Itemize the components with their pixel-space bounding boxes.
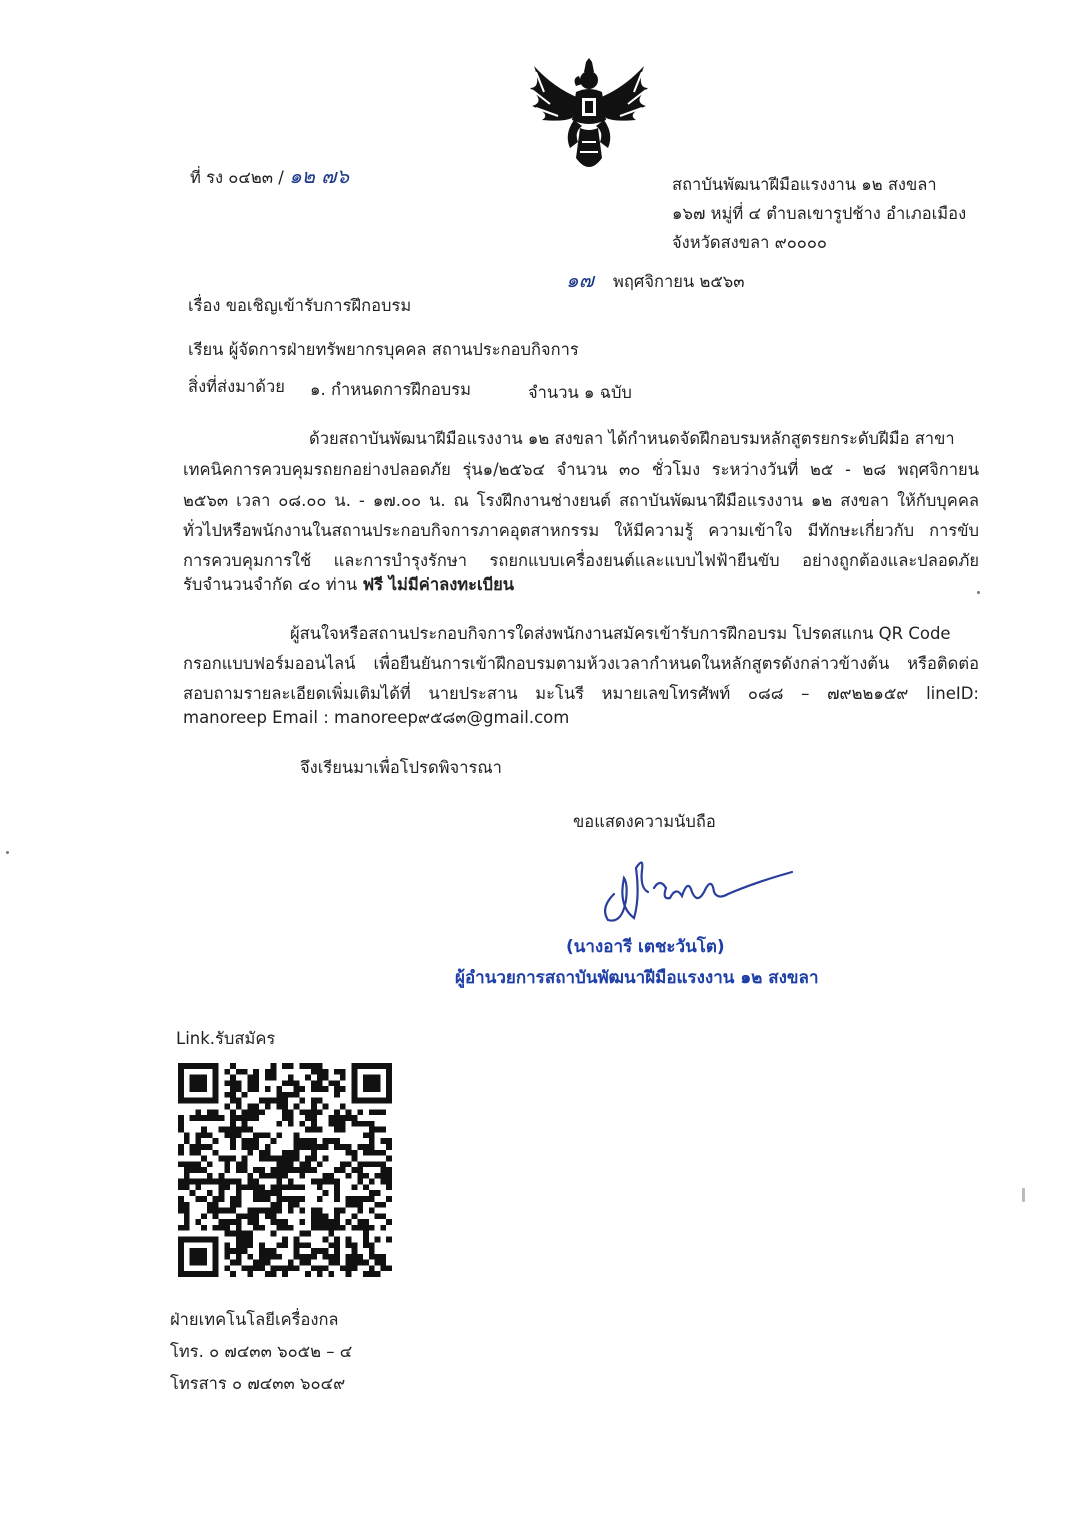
footer-contact (170, 1304, 352, 1400)
sender-line-3: จังหวัดสงขลา ๙๐๐๐๐ (672, 233, 827, 252)
subject-line: เรื่อง ขอเชิญเข้ารับการฝึกอบรม (188, 296, 412, 315)
signer-title: ผู้อำนวยการสถาบันพัฒนาฝีมือแรงงาน ๑๒ สงขลา (455, 968, 819, 988)
footer-telephone: โทร. ๐ ๗๔๓๓ ๖๐๕๒ – ๔ (170, 1342, 353, 1361)
scan-speck (1022, 1188, 1025, 1202)
sender-address (672, 170, 966, 257)
signer-name: (นางอารี เตชะวันโต) (566, 937, 725, 957)
para1-line-6 (183, 572, 979, 598)
footer-department: ฝ่ายเทคโนโลยีเครื่องกล (170, 1310, 339, 1329)
para1-line-5: การควบคุมการใช้ และการบำรุงรักษา รถยกแบบเครื่องยนต์และแบบไฟฟ้ายืนขับ อย่างถูกต้องและปลอดภัย (183, 551, 979, 570)
qr-label: Link.รับสมัคร (176, 1029, 276, 1048)
para1-free-notice: ฟรี ไม่มีค่าลงทะเบียน (362, 575, 515, 594)
para2-line-3: สอบถามรายละเอียดเพิ่มเติมได้ที่ นายประสาน มะโนรี หมายเลขโทรศัพท์ ๐๘๘ – ๗๙๒๒๑๕๙ lineID: (183, 684, 979, 703)
closing-line: จึงเรียนมาเพื่อโปรดพิจารณา (300, 758, 502, 777)
enclosure-quantity: จำนวน ๑ ฉบับ (528, 383, 632, 402)
registration-qr-code[interactable] (178, 1063, 392, 1277)
para2-line-2: กรอกแบบฟอร์มออนไลน์ เพื่อยืนยันการเข้าฝึกอบรมตามห้วงเวลากำหนดในหลักสูตรดังกล่าวข้างต้น หรือติดต่อ (183, 654, 979, 673)
sender-line-1: สถาบันพัฒนาฝีมือแรงงาน ๑๒ สงขลา (672, 175, 937, 194)
sender-line-2: ๑๖๗ หมู่ที่ ๔ ตำบลเขารูปช้าง อำเภอเมือง (672, 204, 967, 223)
reference-handwritten: ๑๒ ๗๖ (289, 164, 350, 188)
letter-date (566, 264, 745, 296)
para1-line-1: ด้วยสถาบันพัฒนาฝีมือแรงงาน ๑๒ สงขลา ได้กำหนดจัดฝึกอบรมหลักสูตรยกระดับฝีมือ สาขา (309, 429, 955, 448)
para1-capacity: รับจำนวนจำกัด ๔๐ ท่าน (183, 575, 363, 594)
para2-line-1: ผู้สนใจหรือสถานประกอบกิจการใดส่งพนักงานสมัครเข้ารับการฝึกอบรม โปรดสแกน QR Code (290, 624, 951, 643)
date-day-handwritten: ๑๗ (566, 268, 594, 292)
scan-speck (6, 851, 9, 854)
enclosure-item: ๑. กำหนดการฝึกอบรม (310, 380, 471, 399)
scan-speck (977, 591, 980, 594)
para1-line-4: ทั่วไปหรือพนักงานในสถานประกอบกิจการภาคอุตสาหกรรม ให้มีความรู้ ความเข้าใจ มีทักษะเกี่ยวกับ การขับ (183, 521, 979, 540)
garuda-emblem-icon (524, 58, 654, 178)
date-month-year: พฤศจิกายน ๒๕๖๓ (612, 272, 745, 291)
para1-line-2: เทคนิคการควบคุมรถยกอย่างปลอดภัย รุ่น๑/๒๕๖๔ จำนวน ๓๐ ชั่วโมง ระหว่างวันที่ ๒๕ - ๒๘ พฤศจิกายน (183, 460, 979, 479)
para1-line-3: ๒๕๖๓ เวลา ๐๘.๐๐ น. - ๑๗.๐๐ น. ณ โรงฝึกงานช่างยนต์ สถาบันพัฒนาฝีมือแรงงาน ๑๒ สงขลา ให้กับบุคคล (183, 491, 979, 510)
footer-fax: โทรสาร ๐ ๗๔๓๓ ๖๐๔๙ (170, 1374, 346, 1393)
para2-line-4: manoreep Email : manoreep๙๕๘๓@gmail.com (183, 708, 570, 727)
recipient-line: เรียน ผู้จัดการฝ่ายทรัพยากรบุคคล สถานประกอบกิจการ (188, 340, 579, 359)
enclosure-label: สิ่งที่ส่งมาด้วย (188, 377, 285, 396)
reference-number (190, 160, 349, 192)
reference-prefix: ที่ รง ๐๔๒๓ / (190, 168, 284, 187)
regards-line: ขอแสดงความนับถือ (573, 812, 716, 831)
handwritten-signature (596, 848, 796, 930)
